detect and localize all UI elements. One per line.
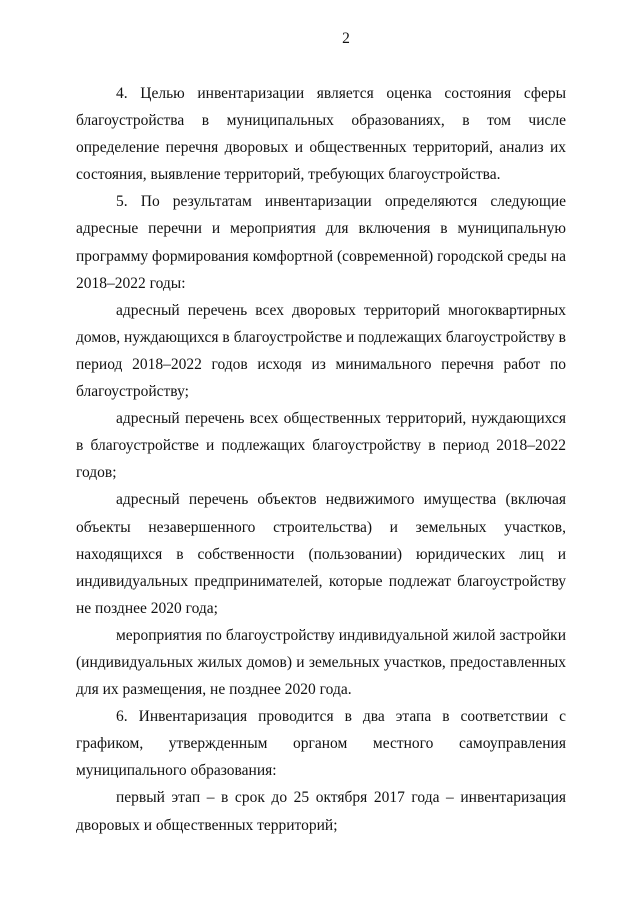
paragraph-6: 6. Инвентаризация проводится в два этапа в соответствии с графиком, утвержденным органом местного самоуправления муниципального образования: (76, 708, 566, 780)
list-item-real-estate: адресный перечень объектов недвижимого имущества (включая объекты незавершенного строительства) и земельных участков, находящихся в собственности (пользовании) юридических лиц и индивидуальных предпринимателей, которые подлежат благоустройству не позднее 2020 года; (76, 491, 566, 617)
list-item-individual-housing: мероприятия по благоустройству индивидуальной жилой застройки (индивидуальных жилых домов) и земельных участков, предоставленных для их размещения, не позднее 2020 года. (76, 626, 566, 699)
paragraph-4: 4. Целью инвентаризации является оценка состояния сферы благоустройства в муниципальных образованиях, в том числе определение перечня дворовых и общественных территорий, анализ их состояния, выявление территорий, требующих благоустройства. (76, 85, 566, 184)
page-number: 2 (342, 30, 350, 47)
paragraph-5: 5. По результатам инвентаризации определяются следующие адресные перечни и мероприятия для включения в муниципальную программу формирования комфортной (современной) городской среды на 2018–2022 годы: (76, 193, 566, 292)
list-item-courtyards: адресный перечень всех дворовых территорий многоквартирных домов, нуждающихся в благоустройстве и подлежащих благоустройству в период 2018–2022 годов исходя из минимального перечня работ по благоустройству; (76, 301, 566, 401)
list-item-public-territories: адресный перечень всех общественных территорий, нуждающихся в благоустройстве и подлежащих благоустройству в период 2018–2022 годов; (76, 410, 566, 482)
document-body (76, 80, 566, 839)
first-stage-paragraph: первый этап – в срок до 25 октября 2017 года – инвентаризация дворовых и общественных территорий; (76, 789, 566, 834)
